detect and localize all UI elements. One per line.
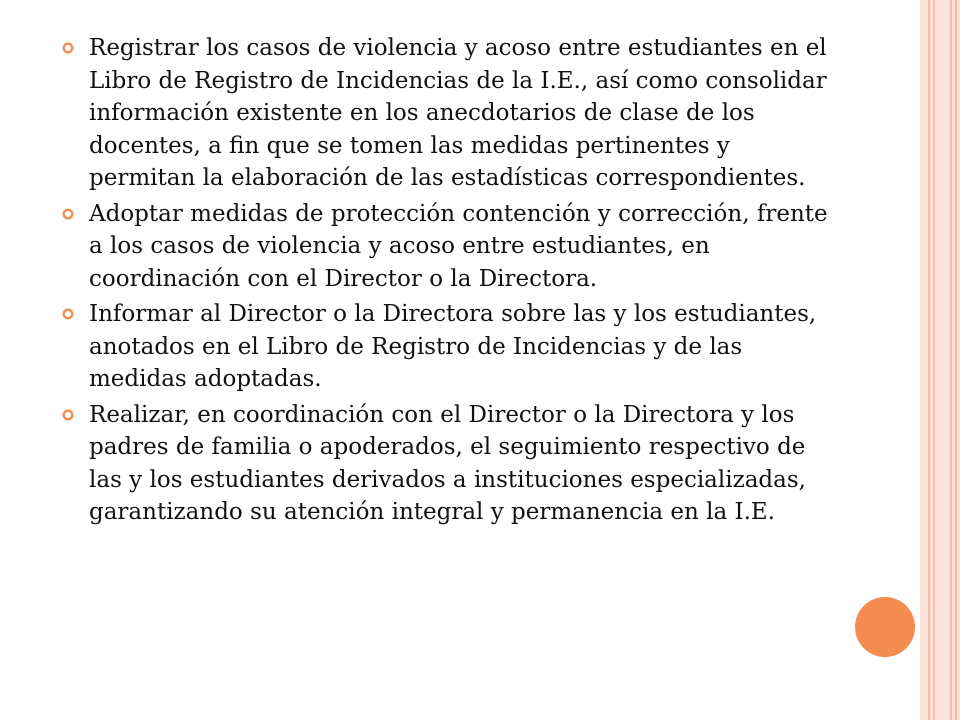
decorative-orange-circle bbox=[855, 597, 915, 657]
ring-bullet-icon bbox=[62, 308, 74, 320]
ring-bullet-icon bbox=[62, 208, 74, 220]
bullet-item bbox=[62, 32, 832, 195]
bullet-text: Adoptar medidas de protección contención y corrección, frente a los casos de violencia y acoso entre estudiantes, en coordinación con el Director o la Directora. bbox=[89, 200, 828, 292]
decorative-stripe bbox=[955, 0, 957, 720]
bullet-item bbox=[62, 399, 832, 529]
ring-bullet-icon bbox=[62, 42, 74, 54]
bullet-list bbox=[62, 32, 832, 529]
bullet-text: Registrar los casos de violencia y acoso entre estudiantes en el Libro de Registro de Incidencias de la I.E., así como consolidar información existente en los anecdotarios de clase de los docentes, a fin que se tomen las medidas pertinentes y permitan la elaboración de las estadísticas correspondientes. bbox=[89, 35, 827, 191]
ring-bullet-icon bbox=[62, 409, 74, 421]
bullet-text: Informar al Director o la Directora sobre las y los estudiantes, anotados en el Libro de Registro de Incidencias y de las medidas adoptadas. bbox=[89, 301, 817, 392]
bullet-item bbox=[62, 298, 832, 396]
decorative-stripe bbox=[928, 0, 930, 720]
slide-body bbox=[62, 32, 832, 692]
bullet-text: Realizar, en coordinación con el Director o la Directora y los padres de familia o apoderados, el seguimiento respectivo de las y los estudiantes derivados a instituciones especializadas, garantizando su atención integral y permanencia en la I.E. bbox=[89, 401, 806, 525]
bullet-item bbox=[62, 198, 832, 296]
right-stripe-panel bbox=[920, 0, 960, 720]
decorative-stripe bbox=[950, 0, 952, 720]
decorative-stripe bbox=[933, 0, 935, 720]
